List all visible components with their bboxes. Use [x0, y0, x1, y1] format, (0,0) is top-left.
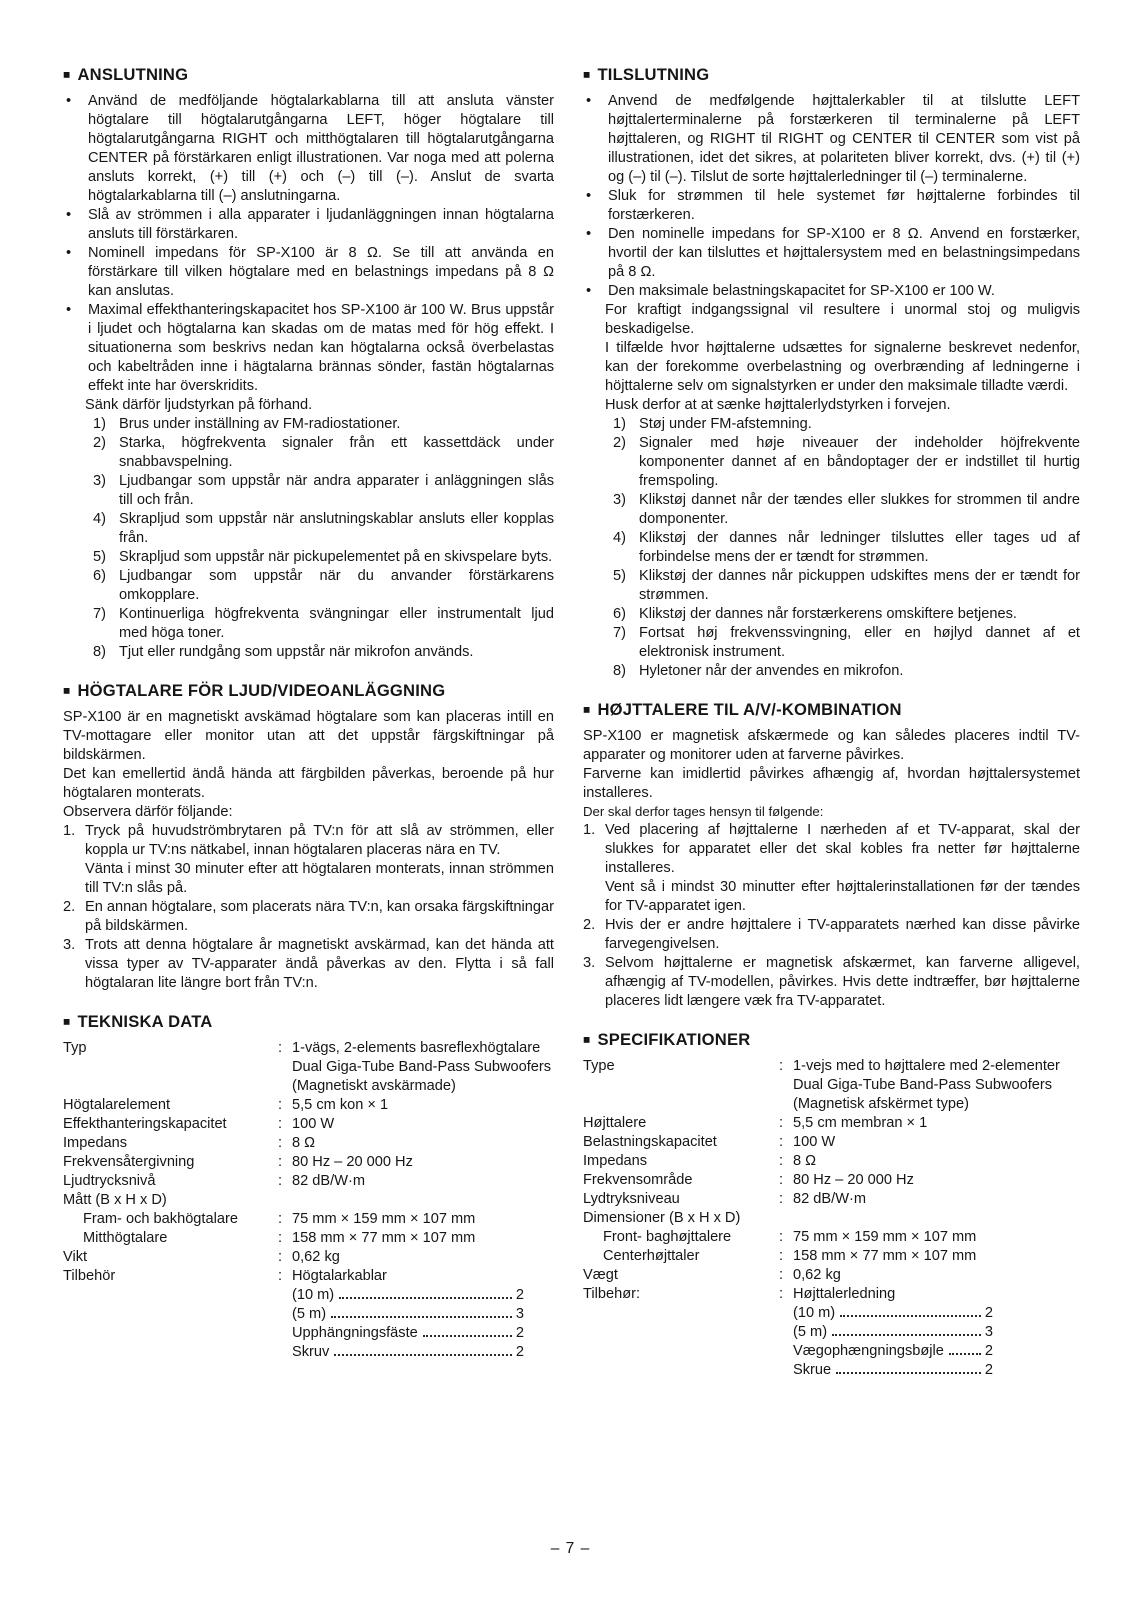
item-number: 8)	[93, 644, 106, 660]
spec-row	[63, 1134, 554, 1153]
spec-value: 80 Hz – 20 000 Hz	[292, 1154, 413, 1170]
bullet-text: Nominell impedans för SP-X100 är 8 Ω. Se till att använda en förstärkare till vilken högtalare med en belastnings impedans på 8 Ω kan anslutas.	[88, 245, 554, 299]
item-number: 3)	[613, 492, 626, 508]
dotted-leader	[334, 1354, 512, 1356]
accessory-row	[292, 1286, 524, 1305]
section-title: ANSLUTNING	[77, 65, 189, 84]
accessories-list	[793, 1304, 993, 1380]
section-heading	[63, 1011, 554, 1032]
spec-colon: :	[779, 1058, 784, 1074]
accessory-name: (10 m)	[292, 1287, 335, 1303]
item-text: Skrapljud som uppstår när anslutningskablar ansluts eller kopplas från.	[119, 511, 554, 546]
spec-colon: :	[278, 1211, 283, 1227]
paragraph: Husk derfor at at sænke højttalerlydstyrken i forvejen.	[605, 397, 951, 413]
spec-row	[583, 1057, 1080, 1114]
accessory-name: Skruv	[292, 1344, 330, 1360]
numbered-item	[63, 898, 554, 936]
spec-label: Frekvensåtergivning	[63, 1154, 195, 1170]
numbered-item	[613, 567, 1080, 605]
spec-value: 80 Hz – 20 000 Hz	[793, 1172, 914, 1188]
spec-table	[63, 1039, 554, 1362]
heading-square-icon: ■	[583, 67, 591, 81]
spec-value-line: 1-vägs, 2-elements basreflexhögtalare	[292, 1040, 541, 1056]
spec-value: 75 mm × 159 mm × 107 mm	[292, 1211, 476, 1227]
paragraph: Farverne kan imidlertid påvirkes afhængig af, hvordan højttalersystemet installeres.	[583, 766, 1080, 801]
spec-row	[583, 1247, 1080, 1266]
spec-value: 0,62 kg	[292, 1249, 340, 1265]
numbered-list	[583, 821, 1080, 1011]
spec-row	[63, 1039, 554, 1096]
heading-square-icon: ■	[63, 1014, 71, 1028]
numbered-item	[93, 510, 554, 548]
spec-label: Lydtryksniveau	[583, 1191, 680, 1207]
paragraph: Der skal derfor tages hensyn til følgende:	[583, 804, 824, 819]
numbered-item	[93, 472, 554, 510]
accessory-row	[292, 1343, 524, 1362]
spec-label: Mått (B x H x D)	[63, 1192, 167, 1208]
spec-row	[63, 1115, 554, 1134]
accessory-row	[793, 1361, 993, 1380]
item-text: Hyletoner når der anvendes en mikrofon.	[639, 663, 904, 679]
numbered-item	[613, 491, 1080, 529]
accessory-qty: 2	[515, 1287, 524, 1303]
item-text: Klikstøj dannet når der tændes eller slukkes for strommen til andre domponenter.	[639, 492, 1080, 527]
bullet-item	[583, 187, 1080, 225]
item-number: 1.	[583, 822, 596, 838]
accessory-name: Vægophængningsbøjle	[793, 1343, 944, 1359]
spec-colon: :	[278, 1268, 283, 1284]
spec-row	[583, 1209, 1080, 1228]
item-text: Starka, högfrekventa signaler från ett kassettdäck under snabbavspelning.	[119, 435, 554, 470]
spec-label: Fram- och bakhögtalare	[83, 1211, 238, 1227]
section-av-hogtalare	[63, 680, 554, 993]
spec-colon: :	[779, 1286, 784, 1302]
bullet-item	[583, 225, 1080, 282]
dotted-leader	[949, 1353, 981, 1355]
accessory-qty: 2	[984, 1362, 993, 1378]
spec-value: 158 mm × 77 mm × 107 mm	[793, 1248, 977, 1264]
spec-colon: :	[779, 1134, 784, 1150]
spec-value: 8 Ω	[793, 1153, 817, 1169]
spec-row	[583, 1171, 1080, 1190]
item-text: Brus under inställning av FM-radiostationer.	[119, 416, 401, 432]
item-text: Støj under FM-afstemning.	[639, 416, 812, 432]
paragraph: Observera därför följande:	[63, 804, 233, 820]
paragraph: SP-X100 är en magnetiskt avskämad högtalare som kan placeras intill en TV-mottagare eller monitor utan att det uppstår färgskiftningar på bildskärmen.	[63, 709, 554, 763]
bullet-text: Använd de medföljande högtalarkablarna till att ansluta vänster högtalare till högtalarutgångarna LEFT, höger högtalare till högtalarutgångarna RIGHT och mitthögtalaren till högtalarutgångarna CENTER på förstärkaren enligt illustrationen. Var noga med att polerna ansluts korrekt, (+) till (+) och (–) till (–). Anslut de svarta högtalarkablarna till (–) anslutningarna.	[88, 93, 554, 204]
item-number: 4)	[93, 511, 106, 527]
dotted-leader	[339, 1297, 512, 1299]
item-number: 2)	[93, 435, 106, 451]
accessory-row	[793, 1342, 993, 1361]
spec-colon: :	[278, 1173, 283, 1189]
numbered-item	[93, 643, 554, 662]
accessory-qty: 3	[984, 1324, 993, 1340]
item-number: 7)	[613, 625, 626, 641]
numbered-item	[63, 936, 554, 993]
section-specifikationer	[583, 1029, 1080, 1380]
accessory-name: Upphängningsfäste	[292, 1325, 418, 1341]
bullet-text: Den nominelle impedans for SP-X100 er 8 Ω. Anvend en forstærker, hvortil der kan tilsluttes et højttalersystem med en belastningsimpedans på 8 Ω.	[608, 226, 1080, 280]
spec-label: Impedans	[63, 1135, 128, 1151]
section-heading	[583, 1029, 1080, 1050]
spec-value: 100 W	[793, 1134, 836, 1150]
item-number: 4)	[613, 530, 626, 546]
bullet-text: Den maksimale belastningskapacitet for SP-X100 er 100 W.	[608, 283, 995, 299]
spec-colon: :	[278, 1040, 283, 1056]
numbered-item	[583, 954, 1080, 1011]
spec-value-line: (Magnetiskt avskärmade)	[292, 1078, 456, 1094]
spec-label: Tilbehør:	[583, 1286, 641, 1302]
numbered-list	[613, 415, 1080, 681]
spec-label: Ljudtrycksnivå	[63, 1173, 156, 1189]
item-number: 3)	[93, 473, 106, 489]
accessory-name: (5 m)	[793, 1324, 828, 1340]
accessory-qty: 3	[515, 1306, 524, 1322]
numbered-item	[613, 662, 1080, 681]
spec-row	[63, 1172, 554, 1191]
heading-square-icon: ■	[63, 683, 71, 697]
item-text: Trots att denna högtalare år magnetiskt avskärmad, kan det hända att vissa typer av TV-apparater ändå påverkas av den. Flytta i så fall högtalaran lite längre bort från TV:n.	[85, 937, 554, 991]
numbered-item	[613, 415, 1080, 434]
section-title: HÖGTALARE FÖR LJUD/VIDEOANLÄGGNING	[77, 681, 446, 700]
numbered-item	[63, 822, 554, 860]
bullet-text: Maximal effekthanteringskapacitet hos SP-X100 är 100 W. Brus uppstår i ljudet och högtalarna kan skadas om de matas med för hög effekt. I situationerna som beskrivs nedan kan högtalarna också överbelastas och kabeltråden inne i hägtalarna brännas sönder, fastän högtalarnas effekt inte har överskridits.	[88, 302, 554, 394]
spec-colon: :	[278, 1116, 283, 1132]
accessory-name: (5 m)	[292, 1306, 327, 1322]
accessory-name: Skrue	[793, 1362, 832, 1378]
section-heading	[63, 680, 554, 701]
paragraph: For kraftigt indgangssignal vil resultere i unormal stoj og muligvis beskadigelse.	[605, 302, 1080, 337]
item-text: Tryck på huvudströmbrytaren på TV:n för att slå av strömmen, eller koppla ur TV:ns nätkabel, innan högtalaren placeras nära en TV.	[85, 823, 554, 858]
item-number: 5)	[613, 568, 626, 584]
paragraph: SP-X100 er magnetisk afskærmede og kan således placeres indtil TV-apparater og monitorer uden at farverne påvirkes.	[583, 728, 1080, 763]
column-swedish	[63, 64, 554, 1398]
bullet-text: Sluk for strømmen til hele systemet før højttalerne forbindes til forstærkeren.	[608, 188, 1080, 223]
spec-value	[793, 1057, 1080, 1114]
spec-row	[63, 1210, 554, 1229]
accessory-qty: 2	[515, 1325, 524, 1341]
spec-colon: :	[278, 1135, 283, 1151]
spec-row	[583, 1190, 1080, 1209]
bullet-icon: •	[66, 93, 72, 109]
section-heading	[63, 64, 554, 85]
spec-row	[583, 1152, 1080, 1171]
spec-value: 82 dB/W·m	[292, 1173, 365, 1189]
item-number: 1.	[63, 823, 76, 839]
section-anslutning	[63, 64, 554, 662]
spec-value: 0,62 kg	[793, 1267, 841, 1283]
bullet-text: Slå av strömmen i alla apparater i ljudanläggningen innan högtalarna ansluts till förstärkaren.	[88, 207, 554, 242]
section-tekniska-data	[63, 1011, 554, 1362]
section-title: SPECIFIKATIONER	[597, 1030, 751, 1049]
numbered-item	[613, 529, 1080, 567]
section-av-hojttalere	[583, 699, 1080, 1011]
item-number: 5)	[93, 549, 106, 565]
spec-value-line: 1-vejs med to højttalere med 2-elementer	[793, 1058, 1060, 1074]
item-continuation: Vent så i mindst 30 minutter efter højttalerinstallationen før der tændes for TV-apparatet igen.	[605, 879, 1080, 914]
item-text: Tjut eller rundgång som uppstår när mikrofon används.	[119, 644, 474, 660]
accessory-qty: 2	[515, 1344, 524, 1360]
item-number: 2.	[63, 899, 76, 915]
bullet-icon: •	[586, 188, 592, 204]
spec-value: 75 mm × 159 mm × 107 mm	[793, 1229, 977, 1245]
bullet-item	[583, 282, 1080, 301]
paragraph: Det kan emellertid ändå hända att färgbilden påverkas, beroende på hur högtalaren monterats.	[63, 766, 554, 801]
spec-row	[63, 1191, 554, 1210]
item-text: En annan högtalare, som placerats nära TV:n, kan orsaka färgskiftningar på bildskärmen.	[85, 899, 554, 934]
item-text: Fortsat høj frekvenssvingning, eller en højlyd dannet af et elektronisk instrument.	[639, 625, 1080, 660]
bullet-icon: •	[586, 283, 592, 299]
item-text: Skrapljud som uppstår när pickupelementet på en skivspelare byts.	[119, 549, 553, 565]
accessory-name: (10 m)	[793, 1305, 836, 1321]
spec-colon: :	[278, 1097, 283, 1113]
spec-value-line: Dual Giga-Tube Band-Pass Subwoofers	[793, 1077, 1053, 1093]
spec-label: Front- baghøjttalere	[603, 1229, 732, 1245]
spec-value: Højttalerledning	[793, 1286, 896, 1302]
numbered-item	[583, 916, 1080, 954]
spec-value: 82 dB/W·m	[793, 1191, 866, 1207]
column-danish	[583, 64, 1080, 1398]
numbered-list	[93, 415, 554, 662]
accessory-row	[292, 1324, 524, 1343]
item-text: Kontinuerliga högfrekventa svängningar eller instrumentalt ljud med höga toner.	[119, 606, 554, 641]
spec-colon: :	[278, 1249, 283, 1265]
bullet-icon: •	[66, 207, 72, 223]
spec-value-line: (Magnetisk afskërmet type)	[793, 1096, 969, 1112]
spec-row	[583, 1114, 1080, 1133]
heading-square-icon: ■	[583, 1032, 591, 1046]
spec-row	[583, 1266, 1080, 1285]
bullet-item	[63, 301, 554, 396]
item-text: Ljudbangar som uppstår när du anvander förstärkarens omkopplare.	[119, 568, 554, 603]
spec-value: 100 W	[292, 1116, 335, 1132]
numbered-item	[613, 434, 1080, 491]
heading-square-icon: ■	[63, 67, 71, 81]
item-number: 6)	[613, 606, 626, 622]
dotted-leader	[331, 1316, 512, 1318]
item-continuation: Vänta i minst 30 minuter efter att högtalaren monterats, innan strömmen till TV:n slås på.	[85, 861, 554, 896]
spec-colon: :	[779, 1115, 784, 1131]
accessories-list	[292, 1286, 524, 1362]
spec-label: Typ	[63, 1040, 87, 1056]
accessory-row	[292, 1305, 524, 1324]
spec-label: Vægt	[583, 1267, 618, 1283]
item-text: Ved placering af højttalerne I nærheden af et TV-apparat, skal der slukkes for apparatet eller det skal kobles fra netter før højttalerne installeres.	[605, 822, 1080, 876]
section-heading	[583, 699, 1080, 720]
accessory-qty: 2	[984, 1343, 993, 1359]
section-heading	[583, 64, 1080, 85]
numbered-item	[583, 821, 1080, 878]
numbered-item	[93, 415, 554, 434]
bullet-item	[583, 92, 1080, 187]
spec-colon: :	[779, 1267, 784, 1283]
section-title: HØJTTALERE TIL A/V/-KOMBINATION	[597, 700, 902, 719]
bullet-item	[63, 92, 554, 206]
item-text: Signaler med høje niveauer der indeholder höjfrekvente komponenter dannet af en båndoptager der er indstillet til hurtig fremspoling.	[639, 435, 1080, 489]
item-text: Klikstøj der dannes når ledninger tilsluttes eller tages ud af forbindelse mens der er tændt for strømmen.	[639, 530, 1080, 565]
item-number: 2.	[583, 917, 596, 933]
bullet-icon: •	[66, 302, 72, 318]
item-text: Selvom højttalerne er magnetisk afskærmet, kan farverne alligevel, afhængig af TV-modellen, påvirkes. Hvis dette indtræffer, bør højttalerne placeres lidt længere væk fra TV-apparatet.	[605, 955, 1080, 1009]
numbered-item	[93, 605, 554, 643]
numbered-list	[63, 822, 554, 993]
spec-colon: :	[779, 1248, 784, 1264]
spec-colon: :	[779, 1172, 784, 1188]
numbered-item	[613, 624, 1080, 662]
spec-label: Vikt	[63, 1249, 88, 1265]
item-number: 1)	[93, 416, 106, 432]
spec-row	[63, 1267, 554, 1286]
bullet-item	[63, 206, 554, 244]
spec-label: Frekvensområde	[583, 1172, 693, 1188]
paragraph: I tilfælde hvor højttalerne udsættes for signalerne beskrevet nedenfor, kan der forekomme overbelastning og overbrænding af ledningerne i höjttalerne selv om signalstyrken er under den maksimale tilladte værdi.	[605, 340, 1080, 394]
spec-colon: :	[779, 1191, 784, 1207]
spec-label: Centerhøjttaler	[603, 1248, 700, 1264]
spec-colon: :	[278, 1230, 283, 1246]
spec-colon: :	[278, 1154, 283, 1170]
spec-value	[292, 1039, 554, 1096]
spec-label: Dimensioner (B x H x D)	[583, 1210, 741, 1226]
item-text: Klikstøj der dannes når forstærkerens omskiftere betjenes.	[639, 606, 1017, 622]
item-number: 3.	[63, 937, 76, 953]
spec-label: Impedans	[583, 1153, 648, 1169]
item-text: Ljudbangar som uppstår när andra apparater i anläggningen slås till och från.	[119, 473, 554, 508]
spec-colon: :	[779, 1229, 784, 1245]
spec-row	[63, 1096, 554, 1115]
numbered-item	[93, 434, 554, 472]
dotted-leader	[840, 1315, 981, 1317]
bullet-icon: •	[66, 245, 72, 261]
section-title: TILSLUTNING	[597, 65, 710, 84]
spec-row	[63, 1248, 554, 1267]
accessory-row	[793, 1304, 993, 1323]
spec-value: 5,5 cm kon × 1	[292, 1097, 389, 1113]
item-number: 2)	[613, 435, 626, 451]
bullet-icon: •	[586, 93, 592, 109]
item-number: 6)	[93, 568, 106, 584]
item-text: Klikstøj der dannes når pickuppen udskiftes mens der er tændt for strømmen.	[639, 568, 1080, 603]
dotted-leader	[836, 1372, 981, 1374]
spec-label: Effekthanteringskapacitet	[63, 1116, 227, 1132]
spec-label: Type	[583, 1058, 615, 1074]
dotted-leader	[832, 1334, 981, 1336]
spec-value: Högtalarkablar	[292, 1268, 387, 1284]
item-number: 7)	[93, 606, 106, 622]
numbered-item	[93, 567, 554, 605]
spec-value-line: Dual Giga-Tube Band-Pass Subwoofers	[292, 1059, 552, 1075]
spec-row	[63, 1153, 554, 1172]
spec-value: 5,5 cm membran × 1	[793, 1115, 928, 1131]
bullet-icon: •	[586, 226, 592, 242]
section-title: TEKNISKA DATA	[77, 1012, 213, 1031]
heading-square-icon: ■	[583, 702, 591, 716]
spec-row	[583, 1228, 1080, 1247]
page-number: – 7 –	[550, 1540, 591, 1557]
item-number: 1)	[613, 416, 626, 432]
spec-label: Belastningskapacitet	[583, 1134, 717, 1150]
spec-label: Tilbehör	[63, 1268, 116, 1284]
spec-table	[583, 1057, 1080, 1380]
numbered-item	[613, 605, 1080, 624]
spec-value: 8 Ω	[292, 1135, 316, 1151]
spec-row	[583, 1133, 1080, 1152]
accessory-qty: 2	[984, 1305, 993, 1321]
spec-label: Mitthögtalare	[83, 1230, 168, 1246]
accessory-row	[793, 1323, 993, 1342]
item-text: Hvis der er andre højttalere i TV-apparatets nærhed kan disse påvirke farvegengivelsen.	[605, 917, 1080, 952]
item-number: 3.	[583, 955, 596, 971]
spec-row	[63, 1229, 554, 1248]
spec-label: Højttalere	[583, 1115, 647, 1131]
section-tilslutning	[583, 64, 1080, 681]
spec-row	[583, 1285, 1080, 1304]
dotted-leader	[423, 1335, 512, 1337]
bullet-item	[63, 244, 554, 301]
numbered-item	[93, 548, 554, 567]
paragraph: Sänk därför ljudstyrkan på förhand.	[85, 397, 313, 413]
spec-label: Högtalarelement	[63, 1097, 171, 1113]
bullet-text: Anvend de medfølgende højttalerkabler til at tilslutte LEFT højttalerterminalerne på forstærkeren til terminalerne på LEFT højttaleren, og RIGHT til RIGHT og CENTER til CENTER som vist på illustrationen, idet det sikres, at polariteten bliver korrekt, dvs. (+) til (+) og (–) til (–). Tilslut de sorte højttalerledninger til (–) terminalerne.	[608, 93, 1080, 185]
item-number: 8)	[613, 663, 626, 679]
spec-colon: :	[779, 1153, 784, 1169]
spec-value: 158 mm × 77 mm × 107 mm	[292, 1230, 476, 1246]
